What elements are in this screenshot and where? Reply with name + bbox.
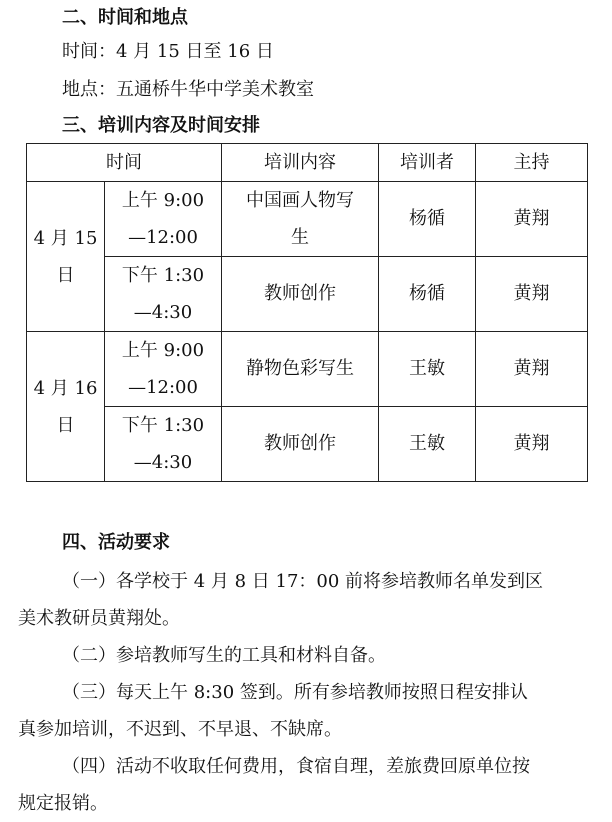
- host-cell: 黄翔: [476, 257, 588, 332]
- time-slot-start: 下午 1:30: [121, 265, 205, 286]
- trainer-cell: 杨循: [379, 257, 476, 332]
- time-slot-cell: [105, 332, 222, 407]
- date-line: 日: [56, 264, 75, 286]
- requirement-line: 美术教研员黄翔处。: [18, 608, 180, 629]
- trainer-cell: 杨循: [379, 182, 476, 257]
- date-cell: [27, 182, 105, 332]
- host-cell: 黄翔: [476, 407, 588, 482]
- header-content: 培训内容: [222, 144, 379, 182]
- trainer-cell: 王敏: [379, 407, 476, 482]
- schedule-table: [26, 143, 588, 482]
- date-cell: [27, 332, 105, 482]
- section-heading-schedule: 三、培训内容及时间安排: [62, 115, 260, 136]
- place-line: 地点：五通桥牛华中学美术教室: [62, 79, 314, 100]
- host-cell: 黄翔: [476, 332, 588, 407]
- requirement-item: [18, 748, 606, 822]
- requirement-line: （三）每天上午 8:30 签到。所有参培教师按照日程安排认: [62, 682, 528, 703]
- table-row: [27, 407, 588, 482]
- time-slot-end: —4:30: [133, 452, 193, 473]
- requirement-line: （一）各学校于 4 月 8 日 17：00 前将参培教师名单发到区: [62, 571, 544, 592]
- date-line: 4 月 15: [33, 227, 98, 249]
- table-row: [27, 257, 588, 332]
- content-cell: 教师创作: [222, 407, 379, 482]
- requirement-item: [18, 637, 606, 674]
- time-slot-start: 上午 9:00: [121, 340, 205, 361]
- header-time: 时间: [27, 144, 222, 182]
- time-slot-cell: [105, 182, 222, 257]
- time-slot-cell: [105, 257, 222, 332]
- time-slot-end: —12:00: [128, 227, 198, 248]
- content-cell: 教师创作: [222, 257, 379, 332]
- host-cell: 黄翔: [476, 182, 588, 257]
- trainer-cell: 王敏: [379, 332, 476, 407]
- content-line: 中国画人物写: [246, 190, 354, 211]
- time-slot-end: —4:30: [133, 302, 193, 323]
- table-header-row: [27, 144, 588, 182]
- time-slot-start: 下午 1:30: [121, 415, 205, 436]
- content-cell: [222, 182, 379, 257]
- date-line: 日: [56, 414, 75, 436]
- time-slot-cell: [105, 407, 222, 482]
- time-line: 时间：4 月 15 日至 16 日: [62, 41, 274, 62]
- section-heading-time-place: 二、时间和地点: [62, 7, 188, 28]
- section-heading-requirements: 四、活动要求: [62, 532, 170, 553]
- header-host: 主持: [476, 144, 588, 182]
- content-cell: 静物色彩写生: [222, 332, 379, 407]
- table-row: [27, 332, 588, 407]
- time-slot-start: 上午 9:00: [121, 190, 205, 211]
- time-slot-end: —12:00: [128, 377, 198, 398]
- requirement-item: [18, 563, 606, 637]
- header-trainer: 培训者: [379, 144, 476, 182]
- date-line: 4 月 16: [33, 377, 98, 399]
- requirement-line: 规定报销。: [18, 793, 108, 814]
- requirement-line: （二）参培教师写生的工具和材料自备。: [62, 645, 386, 666]
- table-row: [27, 182, 588, 257]
- requirement-line: （四）活动不收取任何费用，食宿自理，差旅费回原单位按: [62, 756, 530, 777]
- requirement-line: 真参加培训，不迟到、不早退、不缺席。: [18, 719, 342, 740]
- content-line: 生: [291, 227, 309, 248]
- requirement-item: [18, 674, 606, 748]
